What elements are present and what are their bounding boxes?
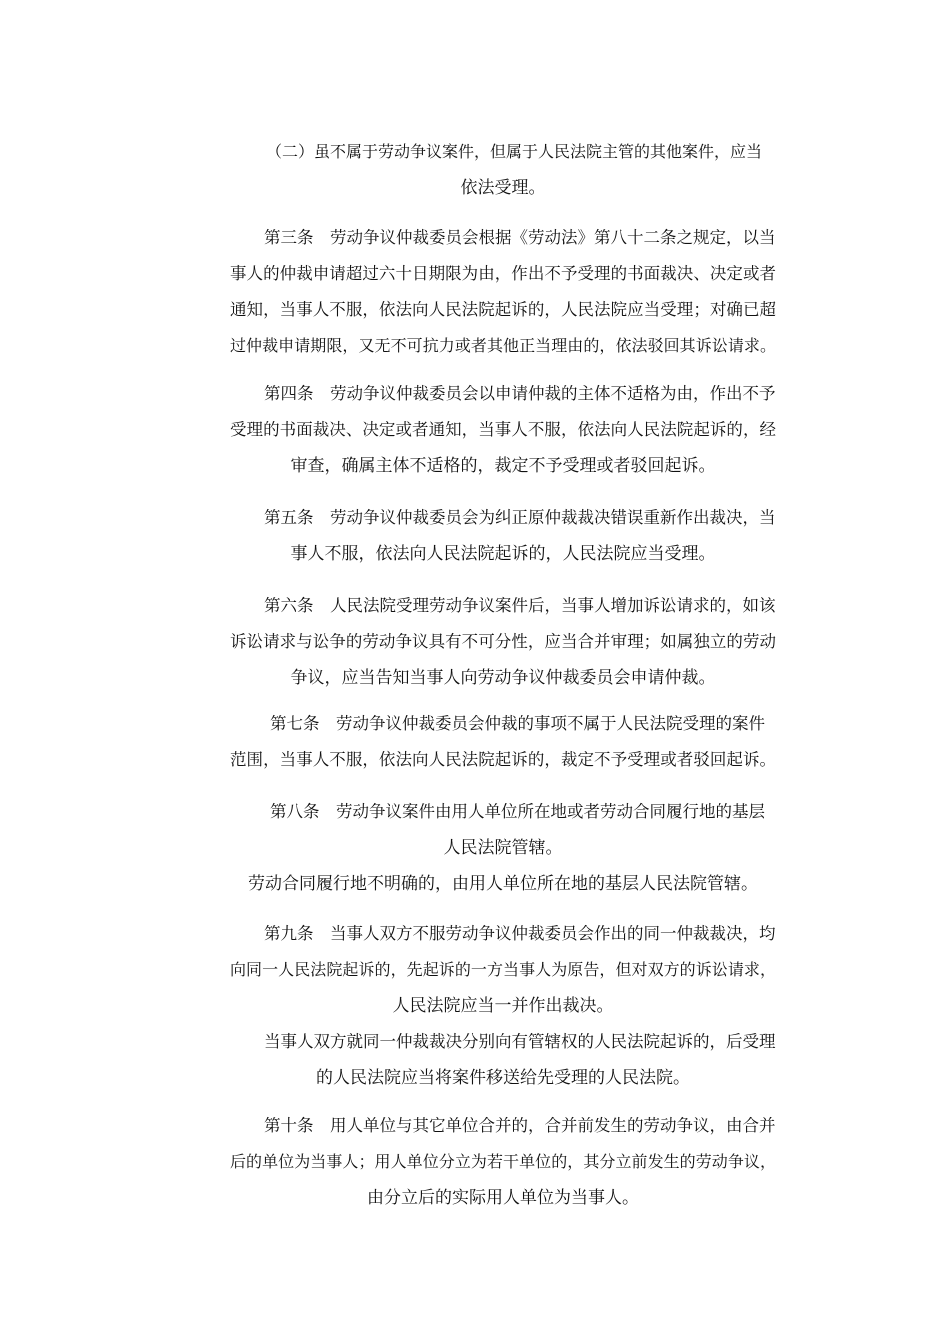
text-line: 劳动合同履行地不明确的，由用人单位所在地的基层人民法院管辖。 [248, 874, 758, 894]
text-line: 审查，确属主体不适格的，裁定不予受理或者驳回起诉。 [290, 456, 716, 476]
text-line: 人民法院管辖。 [443, 838, 563, 858]
paragraph-article-5 [230, 500, 776, 572]
paragraph-article-4 [230, 376, 776, 484]
text-line: 第三条 劳动争议仲裁委员会根据《劳动法》第八十二条之规定，以当 [264, 228, 776, 247]
text-line: 范围，当事人不服，依法向人民法院起诉的，裁定不予受理或者驳回起诉。 [230, 750, 776, 769]
paragraph-article-7 [230, 706, 776, 778]
paragraph-item-2 [230, 134, 776, 206]
paragraph-article-3 [230, 220, 776, 364]
text-line: 向同一人民法院起诉的，先起诉的一方当事人为原告，但对双方的诉讼请求， [230, 960, 776, 979]
text-line: 事人的仲裁申请超过六十日期限为由，作出不予受理的书面裁决、决定或者 [230, 264, 776, 283]
text-line: 第六条 人民法院受理劳动争议案件后，当事人增加诉讼请求的，如该 [264, 596, 776, 615]
paragraph-article-9 [230, 916, 776, 1096]
text-line: 第四条 劳动争议仲裁委员会以申请仲裁的主体不适格为由，作出不予 [264, 384, 776, 403]
text-line: 依法受理。 [460, 178, 546, 198]
text-line: 后的单位为当事人；用人单位分立为若干单位的，其分立前发生的劳动争议， [230, 1152, 776, 1171]
text-line: 过仲裁申请期限，又无不可抗力或者其他正当理由的，依法驳回其诉讼请求。 [230, 336, 776, 355]
text-line: 通知，当事人不服，依法向人民法院起诉的，人民法院应当受理；对确已超 [230, 300, 776, 319]
text-line: 第十条 用人单位与其它单位合并的，合并前发生的劳动争议，由合并 [264, 1116, 776, 1135]
text-line: 第五条 劳动争议仲裁委员会为纠正原仲裁裁决错误重新作出裁决，当 [264, 508, 776, 527]
text-line: 事人不服，依法向人民法院起诉的，人民法院应当受理。 [290, 544, 716, 564]
paragraph-article-10 [230, 1108, 776, 1216]
text-line: 受理的书面裁决、决定或者通知，当事人不服，依法向人民法院起诉的，经 [230, 420, 776, 439]
paragraph-article-8 [230, 794, 776, 902]
text-line: 人民法院应当一并作出裁决。 [392, 996, 614, 1016]
text-line: 由分立后的实际用人单位为当事人。 [367, 1188, 639, 1208]
text-line: （二）虽不属于劳动争议案件，但属于人民法院主管的其他案件，应当 [266, 142, 763, 161]
text-line: 第七条 劳动争议仲裁委员会仲裁的事项不属于人民法院受理的案件 [270, 714, 765, 733]
text-line: 争议，应当告知当事人向劳动争议仲裁委员会申请仲裁。 [290, 668, 716, 688]
text-line: 的人民法院应当将案件移送给先受理的人民法院。 [316, 1068, 690, 1088]
paragraph-article-6 [230, 588, 776, 696]
text-line: 第八条 劳动争议案件由用人单位所在地或者劳动合同履行地的基层 [270, 802, 765, 821]
text-line: 诉讼请求与讼争的劳动争议具有不可分性，应当合并审理；如属独立的劳动 [230, 632, 776, 651]
text-line: 第九条 当事人双方不服劳动争议仲裁委员会作出的同一仲裁裁决，均 [264, 924, 776, 943]
text-line: 当事人双方就同一仲裁裁决分别向有管辖权的人民法院起诉的，后受理 [264, 1032, 776, 1051]
